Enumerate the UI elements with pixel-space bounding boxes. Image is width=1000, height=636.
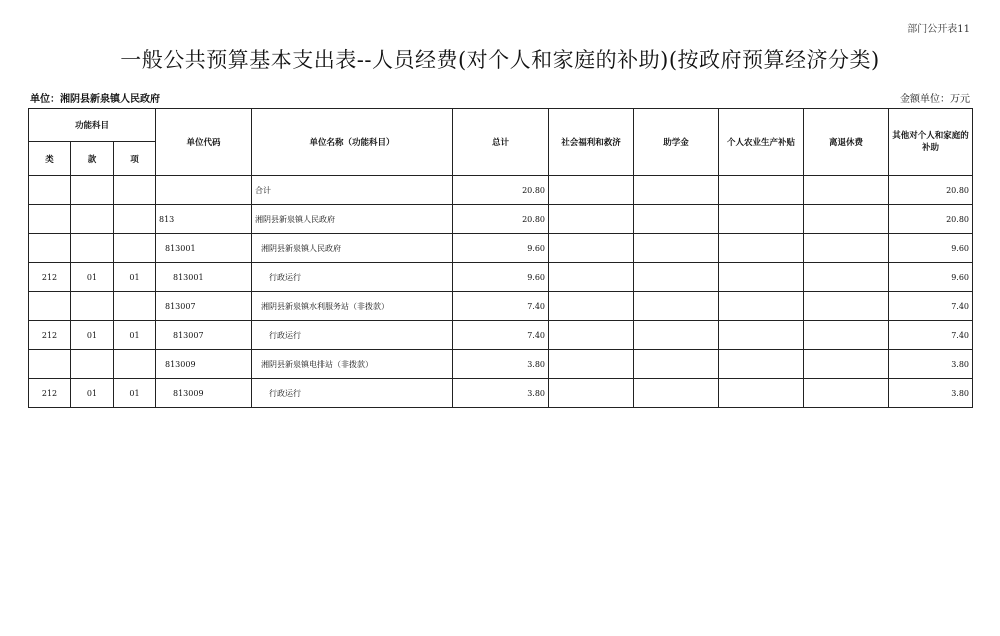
cell-social-welfare <box>549 263 634 292</box>
cell-xiang <box>114 234 156 263</box>
cell-lei: 212 <box>29 321 71 350</box>
cell-kuan <box>71 234 114 263</box>
cell-other-subsidy: 3.80 <box>889 350 973 379</box>
cell-name: 湘阴县新泉镇水利服务站（非拨款） <box>252 292 453 321</box>
cell-agri-subsidy <box>719 205 804 234</box>
header-agri-subsidy: 个人农业生产补贴 <box>719 109 804 176</box>
cell-retirement <box>804 176 889 205</box>
table-row <box>29 292 973 321</box>
cell-name: 湘阴县新泉镇人民政府 <box>252 234 453 263</box>
cell-student-aid <box>634 205 719 234</box>
cell-name: 行政运行 <box>252 321 453 350</box>
cell-student-aid <box>634 379 719 408</box>
table-row <box>29 176 973 205</box>
cell-retirement <box>804 292 889 321</box>
cell-agri-subsidy <box>719 176 804 205</box>
cell-retirement <box>804 234 889 263</box>
cell-total: 9.60 <box>453 263 549 292</box>
header-retirement: 离退休费 <box>804 109 889 176</box>
cell-retirement <box>804 321 889 350</box>
cell-kuan <box>71 350 114 379</box>
cell-agri-subsidy <box>719 321 804 350</box>
header-lei: 类 <box>29 142 71 176</box>
cell-agri-subsidy <box>719 350 804 379</box>
cell-total: 3.80 <box>453 350 549 379</box>
cell-code: 813009 <box>156 379 252 408</box>
cell-kuan <box>71 205 114 234</box>
cell-student-aid <box>634 263 719 292</box>
cell-kuan: 01 <box>71 263 114 292</box>
cell-xiang: 01 <box>114 321 156 350</box>
header-unit-code: 单位代码 <box>156 109 252 176</box>
cell-other-subsidy: 20.80 <box>889 205 973 234</box>
cell-other-subsidy: 20.80 <box>889 176 973 205</box>
cell-kuan <box>71 176 114 205</box>
cell-other-subsidy: 9.60 <box>889 234 973 263</box>
header-total: 总计 <box>453 109 549 176</box>
header-unit-name: 单位名称（功能科目） <box>252 109 453 176</box>
cell-code: 813007 <box>156 321 252 350</box>
budget-table <box>28 108 973 408</box>
cell-other-subsidy: 3.80 <box>889 379 973 408</box>
cell-code: 813001 <box>156 234 252 263</box>
cell-other-subsidy: 7.40 <box>889 321 973 350</box>
cell-name: 合计 <box>252 176 453 205</box>
cell-code <box>156 176 252 205</box>
table-row <box>29 234 973 263</box>
header-student-aid: 助学金 <box>634 109 719 176</box>
cell-xiang <box>114 205 156 234</box>
cell-student-aid <box>634 350 719 379</box>
table-row <box>29 321 973 350</box>
cell-xiang <box>114 292 156 321</box>
cell-lei <box>29 292 71 321</box>
cell-social-welfare <box>549 350 634 379</box>
cell-agri-subsidy <box>719 234 804 263</box>
cell-xiang <box>114 176 156 205</box>
cell-lei <box>29 176 71 205</box>
header-kuan: 款 <box>71 142 114 176</box>
cell-lei: 212 <box>29 379 71 408</box>
cell-other-subsidy: 7.40 <box>889 292 973 321</box>
cell-name: 湘阴县新泉镇人民政府 <box>252 205 453 234</box>
cell-total: 3.80 <box>453 379 549 408</box>
cell-retirement <box>804 263 889 292</box>
cell-lei: 212 <box>29 263 71 292</box>
cell-kuan <box>71 292 114 321</box>
cell-retirement <box>804 205 889 234</box>
cell-code: 813001 <box>156 263 252 292</box>
cell-code: 813007 <box>156 292 252 321</box>
page-title: 一般公共预算基本支出表--人员经费(对个人和家庭的补助)(按政府预算经济分类) <box>120 48 880 72</box>
cell-social-welfare <box>549 205 634 234</box>
cell-other-subsidy: 9.60 <box>889 263 973 292</box>
cell-social-welfare <box>549 234 634 263</box>
cell-student-aid <box>634 292 719 321</box>
cell-student-aid <box>634 234 719 263</box>
table-row <box>29 263 973 292</box>
cell-retirement <box>804 350 889 379</box>
table-row <box>29 379 973 408</box>
cell-social-welfare <box>549 176 634 205</box>
cell-lei <box>29 205 71 234</box>
cell-social-welfare <box>549 292 634 321</box>
header-other-subsidy: 其他对个人和家庭的补助 <box>889 109 973 176</box>
cell-total: 20.80 <box>453 176 549 205</box>
cell-code: 813 <box>156 205 252 234</box>
cell-student-aid <box>634 176 719 205</box>
cell-lei <box>29 234 71 263</box>
cell-social-welfare <box>549 321 634 350</box>
cell-total: 7.40 <box>453 292 549 321</box>
header-xiang: 项 <box>114 142 156 176</box>
cell-social-welfare <box>549 379 634 408</box>
cell-kuan: 01 <box>71 379 114 408</box>
cell-xiang <box>114 350 156 379</box>
cell-total: 20.80 <box>453 205 549 234</box>
form-number: 部门公开表11 <box>907 24 970 35</box>
cell-agri-subsidy <box>719 263 804 292</box>
cell-kuan: 01 <box>71 321 114 350</box>
cell-retirement <box>804 379 889 408</box>
cell-total: 9.60 <box>453 234 549 263</box>
table-row <box>29 350 973 379</box>
cell-xiang: 01 <box>114 263 156 292</box>
cell-agri-subsidy <box>719 292 804 321</box>
header-social-welfare: 社会福利和救济 <box>549 109 634 176</box>
unit-label: 单位：湘阴县新泉镇人民政府 <box>30 94 160 105</box>
cell-agri-subsidy <box>719 379 804 408</box>
cell-xiang: 01 <box>114 379 156 408</box>
table-row <box>29 205 973 234</box>
cell-code: 813009 <box>156 350 252 379</box>
amount-unit-label: 金额单位：万元 <box>900 94 970 105</box>
cell-student-aid <box>634 321 719 350</box>
header-func-subject: 功能科目 <box>29 109 156 142</box>
cell-name: 湘阴县新泉镇电排站（非拨款） <box>252 350 453 379</box>
cell-total: 7.40 <box>453 321 549 350</box>
cell-name: 行政运行 <box>252 263 453 292</box>
cell-lei <box>29 350 71 379</box>
cell-name: 行政运行 <box>252 379 453 408</box>
